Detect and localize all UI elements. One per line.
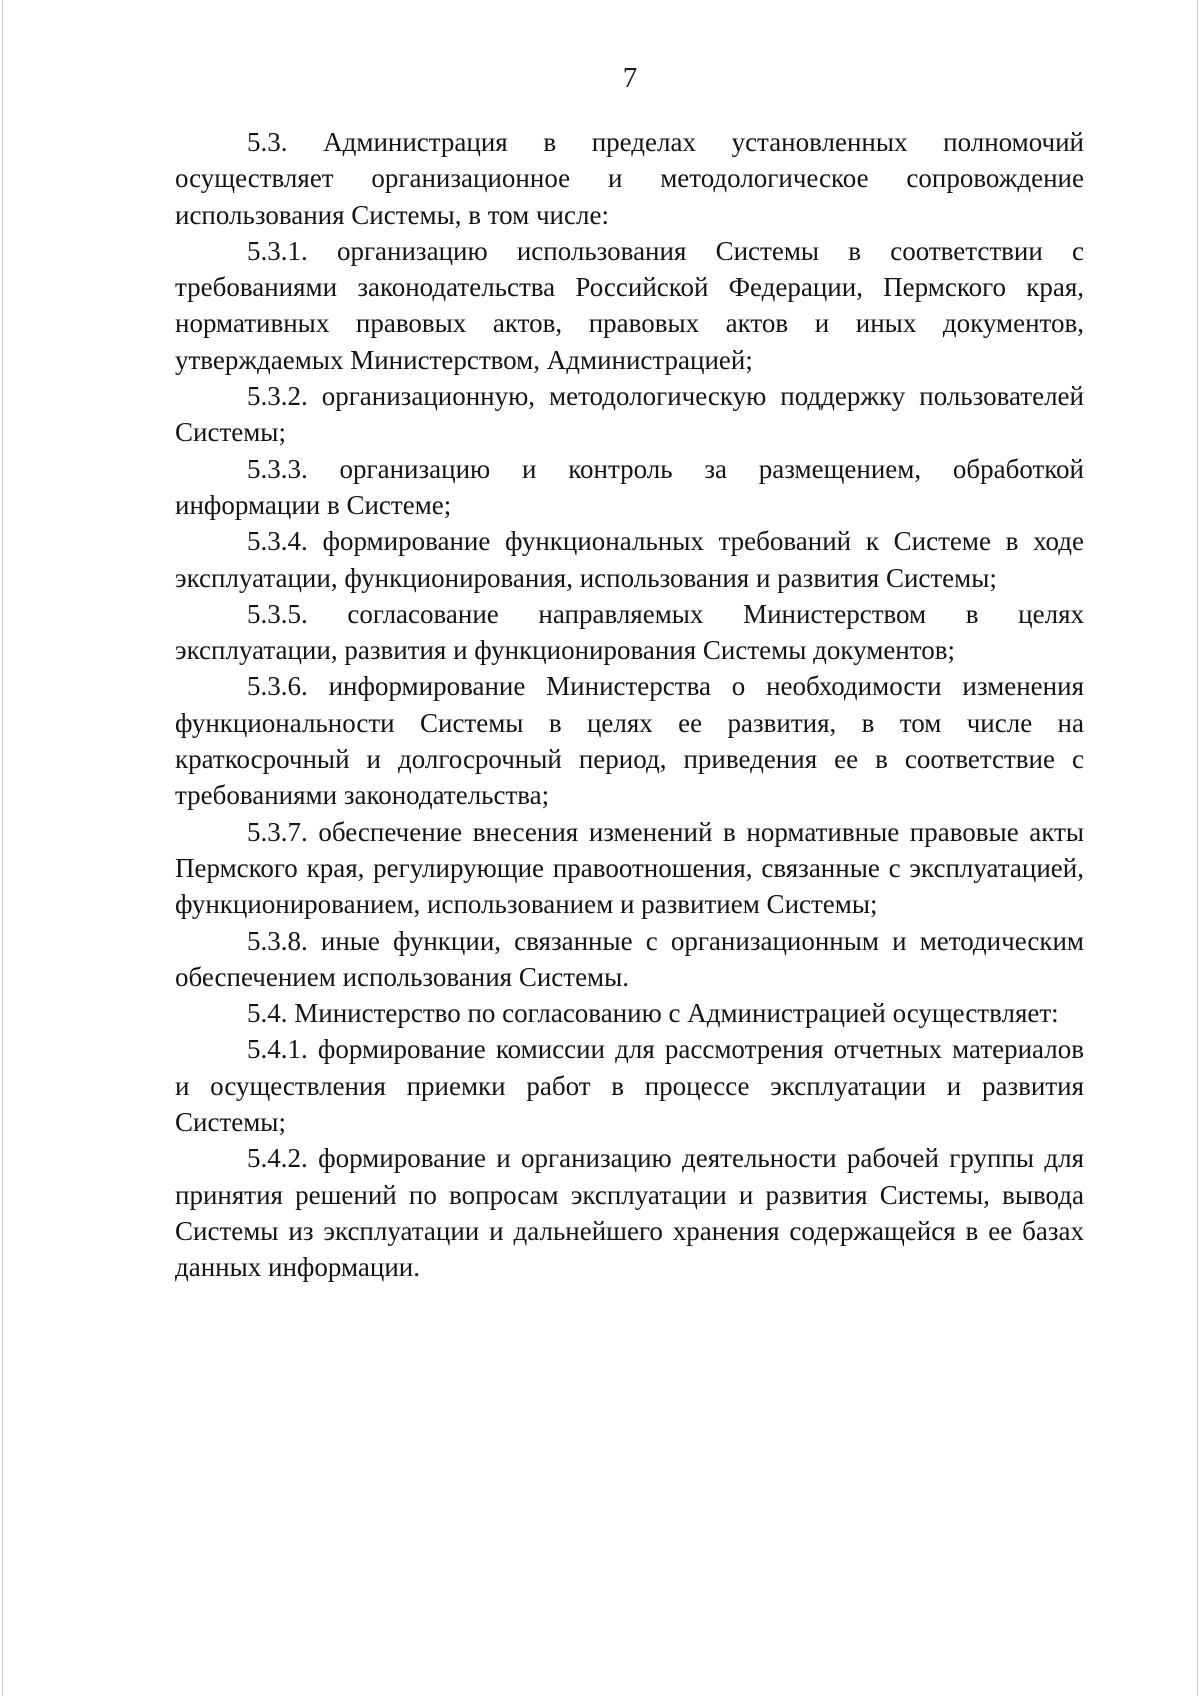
paragraph-5-3-3: 5.3.3. организацию и контроль за размещением, обработкой информации в Системе; [175,453,1084,520]
paragraph-5-3-1: 5.3.1. организацию использования Системы в соответствии с требованиями законодательства Российской Федерации, Пермского края, нормативных правовых актов, правовых актов и иных документов, утверждаемых Министерством, Администрацией; [175,235,1084,375]
paragraph-5-3-2: 5.3.2. организационную, методологическую поддержку пользователей Системы; [175,381,1084,448]
paragraph-5-3-4: 5.3.4. формирование функциональных требований к Системе в ходе эксплуатации, функционирования, использования и развития Системы; [175,526,1084,593]
paragraph-5-4: 5.4. Министерство по согласованию с Администрацией осуществляет: [247,998,1059,1029]
paragraph-5-4-1: 5.4.1. формирование комиссии для рассмотрения отчетных материалов и осуществления приемки работ в процессе эксплуатации и развития Системы; [175,1034,1084,1138]
paragraph-5-3-7: 5.3.7. обеспечение внесения изменений в нормативные правовые акты Пермского края, регулирующие правоотношения, связанные с эксплуатацией, функционированием, использованием и развитием Системы; [175,816,1084,920]
document-body [175,124,1084,1286]
paragraph-5-3-8: 5.3.8. иные функции, связанные с организационным и методическим обеспечением использования Системы. [175,925,1084,992]
paragraph-5-3-6: 5.3.6. информирование Министерства о необходимости изменения функциональности Системы в целях ее развития, в том числе на краткосрочный и долгосрочный период, приведения ее в соответствие с требованиями законодательства; [175,671,1084,811]
scan-edge-left [2,0,3,1696]
paragraph-5-3-5: 5.3.5. согласование направляемых Министерством в целях эксплуатации, развития и функционирования Системы документов; [175,598,1084,666]
scan-edge-right [1197,0,1198,1696]
paragraph-5-4-2: 5.4.2. формирование и организацию деятельности рабочей группы для принятия решений по вопросам эксплуатации и развития Системы, вывода Системы из эксплуатации и дальнейшего хранения содержащейся в ее базах данных информации. [175,1143,1084,1283]
page-number: 7 [622,62,638,94]
paragraph-5-3: 5.3. Администрация в пределах установленных полномочий осуществляет организационное и методологическое сопровождение использования Системы, в том числе: [175,127,1084,230]
